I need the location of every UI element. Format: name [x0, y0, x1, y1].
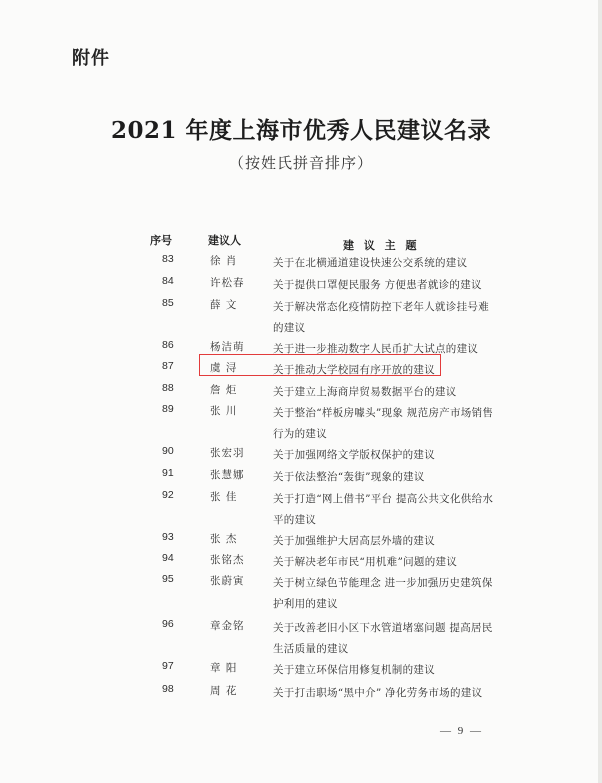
page-subtitle: （按姓氏拼音排序） [228, 154, 373, 172]
row-topic: 关于整治“样板房噱头”现象 规范房产市场销售行为的建议 [273, 407, 494, 440]
row-number: 83 [162, 253, 174, 265]
row-proposer: 张慧娜 [210, 469, 245, 481]
row-number: 89 [162, 403, 174, 415]
row-number: 86 [162, 339, 174, 351]
row-number: 98 [162, 683, 174, 695]
row-proposer: 章金铭 [210, 620, 245, 632]
header-proposer: 建议人 [208, 234, 241, 247]
row-topic: 关于建立上海商岸贸易数据平台的建议 [273, 386, 457, 398]
row-proposer: 詹 炬 [210, 384, 238, 396]
row-proposer: 章 阳 [210, 662, 238, 674]
row-proposer: 张蔚寅 [210, 575, 245, 587]
row-topic: 关于打造“网上借书”平台 提高公共文化供给水平的建议 [273, 493, 494, 526]
row-number: 97 [162, 660, 174, 672]
row-proposer: 许松春 [210, 277, 245, 289]
row-proposer: 虞 浔 [210, 362, 238, 374]
row-number: 90 [162, 445, 174, 457]
row-proposer: 张 川 [210, 405, 238, 417]
page-number: — 9 — [440, 725, 483, 737]
row-number: 96 [162, 618, 174, 630]
row-proposer: 张 杰 [210, 533, 238, 545]
header-topic: 建 议 主 题 [343, 239, 420, 252]
page-edge [598, 0, 602, 783]
row-number: 84 [162, 275, 174, 287]
row-topic: 关于加强维护大居高层外墙的建议 [273, 535, 435, 547]
row-topic: 关于推动大学校园有序开放的建议 [273, 364, 435, 376]
row-number: 94 [162, 552, 174, 564]
row-topic: 关于改善老旧小区下水管道堵塞问题 提高居民生活质量的建议 [273, 622, 493, 655]
row-proposer: 薛 文 [210, 299, 238, 311]
row-topic: 关于打击职场“黑中介” 净化劳务市场的建议 [273, 687, 483, 699]
row-proposer: 张 佳 [210, 491, 238, 503]
row-topic: 关于加强网络文学版权保护的建议 [273, 449, 435, 461]
row-proposer: 徐 肖 [210, 255, 238, 267]
header-number: 序号 [150, 234, 172, 247]
row-topic: 关于树立绿色节能理念 进一步加强历史建筑保护利用的建议 [273, 577, 493, 610]
highlight-box [199, 354, 441, 376]
row-number: 91 [162, 467, 174, 479]
row-number: 93 [162, 531, 174, 543]
row-number: 92 [162, 489, 174, 501]
row-proposer: 周 花 [210, 685, 238, 697]
row-number: 87 [162, 360, 174, 372]
row-number: 95 [162, 573, 174, 585]
row-number: 85 [162, 297, 174, 309]
row-topic: 关于建立环保信用修复机制的建议 [273, 664, 435, 676]
row-topic: 关于解决常态化疫情防控下老年人就诊挂号难的建议 [273, 301, 489, 334]
row-topic: 关于进一步推动数字人民币扩大试点的建议 [273, 343, 479, 355]
attachment-label: 附件 [72, 48, 110, 69]
row-number: 88 [162, 382, 174, 394]
row-topic: 关于解决老年市民“用机难”问题的建议 [273, 556, 458, 568]
page-title: 2021 年度上海市优秀人民建议名录 [110, 117, 492, 144]
row-proposer: 张宏羽 [210, 447, 245, 459]
row-topic: 关于在北横通道建设快速公交系统的建议 [273, 257, 468, 269]
row-topic: 关于提供口罩便民服务 方便患者就诊的建议 [273, 279, 482, 291]
row-proposer: 杨洁萌 [210, 341, 245, 353]
row-proposer: 张铭杰 [210, 554, 245, 566]
row-topic: 关于依法整治“轰街”现象的建议 [273, 471, 425, 483]
